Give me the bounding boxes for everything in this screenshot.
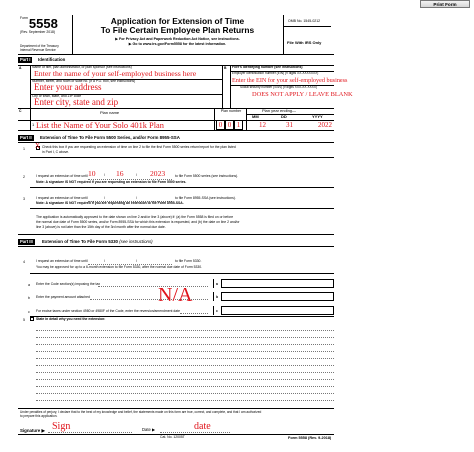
line-2-prefix: I request an extension of time until <box>36 174 88 178</box>
plan-year-dd-field[interactable]: 31 <box>286 121 293 129</box>
filer-id-label: Filer's identifying number (see instructions) <box>232 65 303 69</box>
plan-name-header: Plan name <box>100 110 120 115</box>
revision-date: (Rev. September 2018) <box>20 30 55 34</box>
form-title-line2: To File Certain Employee Plan Returns <box>100 25 255 35</box>
city-label: City or town, state, and ZIP code <box>32 94 82 98</box>
ein-label: Employer identification number (EIN) (9 digits XX-XXXXXXX) <box>232 71 319 75</box>
plan-year-yyyy-field[interactable]: 2022 <box>318 121 332 129</box>
print-form-button[interactable]: Print Form <box>420 0 470 8</box>
plan-number-digit-3[interactable] <box>234 120 243 130</box>
form-number: 5558 <box>28 16 58 31</box>
plan-row-number: 1 <box>32 122 35 127</box>
line-4-suffix: to file Form 5330. <box>175 259 202 263</box>
line-3-number: 3 <box>23 197 25 201</box>
line-2-dd-field[interactable]: 16 <box>116 169 124 178</box>
ssn-field[interactable]: DOES NOT APPLY / LEAVE BLANK <box>252 91 353 98</box>
auto-approval-text-2: the normal due date of Form 5500 series, and/or Form 8955-SSA for which this extension is requested, and (b) the date on line 2 and/or <box>36 220 240 224</box>
line-5-box <box>30 317 34 321</box>
not-applicable-marker: N/A <box>158 284 193 306</box>
part-3-title-text: Extension of Time To File Form 5330 <box>42 239 118 244</box>
line-2-note: Note: A signature IS NOT required if you are requesting an extension to file Form 5500 series. <box>36 180 187 184</box>
part-1-title: Identification <box>38 57 66 62</box>
part-1-label: Part I <box>20 57 31 62</box>
line-4-slash-2: / <box>136 259 137 263</box>
ssn-label: Social security number (SSN) (9 digits XXX-XX-XXXX) <box>240 85 318 89</box>
filer-name-label: Name of filer, plan administrator, or plan sponsor (see instructions) <box>32 65 132 69</box>
part-2-label: Part II <box>20 135 32 140</box>
irs-website-notice: ▶ Go to www.irs.gov/Form5558 for the latest information. <box>128 42 227 46</box>
plan-number-header: Plan number <box>220 109 242 113</box>
line-3-suffix: to file Form 8955-SSA (see instructions). <box>175 196 236 200</box>
line-2-mm-field[interactable]: 10 <box>88 169 96 178</box>
form-title-line1: Application for Extension of Time <box>110 16 245 26</box>
extension-reason-field[interactable] <box>30 324 334 400</box>
part-3-label: Part III <box>20 239 33 244</box>
reversion-date-field[interactable] <box>221 306 334 315</box>
line-b-text: Enter the payment amount attached <box>36 295 90 299</box>
street-label: Number, street, and room or suite no. (If a P.O. box, see instructions) <box>32 79 136 83</box>
line-5-text: State in detail why you need the extension: <box>36 317 106 321</box>
line-3-slash-2: / <box>136 196 137 200</box>
line-2-number: 2 <box>23 175 25 179</box>
payment-amount-field[interactable] <box>221 292 334 301</box>
section-c-letter: C <box>19 109 22 113</box>
perjury-statement-continued: to prepare this application. <box>20 414 58 418</box>
line-3-note: Note: A signature IS NOT required if you are requesting an extension to file Form 8955-SSA. <box>36 201 184 205</box>
line-a-box-label: a <box>216 282 218 286</box>
line-5-number: 5 <box>23 318 25 322</box>
file-with-irs-only: File With IRS Only <box>287 40 322 45</box>
signature-label: Signature ▶ <box>20 428 45 433</box>
line-4-text-2: You may be approved for up to a 6-month extension to file Form 5330, after the normal due date of Form 5330. <box>36 265 203 269</box>
form-footer: Form 5558 (Rev. 9-2018) <box>288 436 332 440</box>
line-4-slash-1: / <box>104 259 105 263</box>
code-section-field[interactable] <box>221 279 334 288</box>
line-4-prefix: I request an extension of time until <box>36 259 88 263</box>
line-1-number: 1 <box>23 147 25 151</box>
line-2-slash-1: / <box>104 173 105 177</box>
plan-year-ending-header: Plan year ending— <box>262 108 297 113</box>
date-label: Date ▶ <box>142 427 156 432</box>
plan-number-digit-3-value: 1 <box>236 121 241 129</box>
form-number-block <box>20 17 68 30</box>
line-c-letter: c <box>28 310 30 314</box>
section-a-letter: A <box>19 66 22 70</box>
privacy-notice: ▶ For Privacy Act and Paperwork Reduction Act Notice, see instructions. <box>115 37 240 41</box>
plan-number-digit-2-value: 0 <box>227 121 232 129</box>
perjury-statement: Under penalties of perjury, I declare that to the best of my knowledge and belief, the statements made on this form are true, correct, and complete, and that I am authorized <box>20 410 262 414</box>
form-word: Form <box>20 16 28 20</box>
section-b-letter: B <box>224 66 227 70</box>
line-2-suffix: to file Form 5500 series (see instructions). <box>175 174 239 178</box>
irs-label: Internal Revenue Service <box>20 48 56 52</box>
catalog-number: Cat. No. 12005T <box>160 435 185 439</box>
auto-approval-text-3: line 3 (above) is not later than the 15th day of the 3rd month after the normal due date. <box>36 225 166 229</box>
auto-approval-text-1: The application is automatically approved to the date shown on line 2 and/or line 3 (above) if: (a) the Form 5558 is filed on or before <box>36 215 234 219</box>
line-3-slash-1: / <box>104 196 105 200</box>
filer-name-field[interactable]: Enter the name of your self-employed business here <box>34 69 197 78</box>
part-3-title-note: (see instructions) <box>119 239 153 244</box>
plan-name-field[interactable]: List the Name of Your Solo 401k Plan <box>36 121 164 130</box>
line-4-number: 4 <box>23 260 25 264</box>
first-return-check-mark: X <box>35 142 41 150</box>
ein-field[interactable]: Enter the EIN for your self-employed business <box>232 77 348 84</box>
yyyy-header: YYYY <box>312 114 323 119</box>
plan-number-digit-1[interactable] <box>216 120 225 130</box>
line-2-slash-2: / <box>136 173 137 177</box>
plan-number-digit-2[interactable] <box>225 120 234 130</box>
mm-header: MM <box>252 114 259 119</box>
line-a-text: Enter the Code section(s) imposing the tax <box>36 282 101 286</box>
city-field[interactable]: Enter city, state and zip <box>34 97 119 107</box>
signature-field[interactable]: Sign <box>52 421 71 432</box>
plan-year-mm-field[interactable]: 12 <box>259 121 266 129</box>
part-3-title <box>42 239 153 245</box>
omb-number: OMB No. 1545-0212 <box>288 19 321 23</box>
line-b-box-label: b <box>216 295 219 299</box>
line-2-yyyy-field[interactable]: 2023 <box>150 169 166 178</box>
part-2-title: Extension of Time To File Form 5500 Series, and/or Form 8955-SSA <box>40 135 180 140</box>
date-field[interactable]: date <box>194 421 211 432</box>
street-field[interactable]: Enter your address <box>34 82 102 92</box>
plan-number-digit-1-value: 0 <box>218 121 223 129</box>
line-1-text: Check this box if you are requesting an extension of time on line 2 to file the first Form 5500 series return/report for the plan listed <box>42 145 236 149</box>
dd-header: DD <box>281 114 287 119</box>
line-b-letter: b <box>28 296 30 300</box>
line-1-text-continued: in Part I, C above. <box>42 150 70 154</box>
line-3-prefix: I request an extension of time until <box>36 196 88 200</box>
line-c-text: For excise taxes under section 4980 or 4980F of the Code, enter the reversion/amendment date <box>36 309 180 313</box>
line-a-letter: a <box>28 283 30 287</box>
department: Department of the Treasury <box>20 44 59 48</box>
line-c-box-label: c <box>216 309 218 313</box>
